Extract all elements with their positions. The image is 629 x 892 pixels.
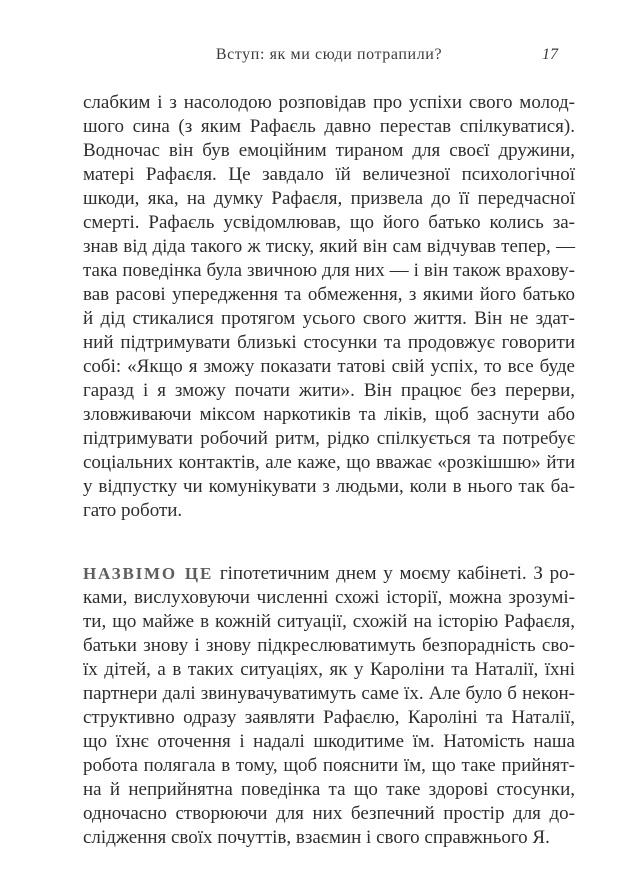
page-number: 17 [542, 46, 558, 63]
text-line: структивно одразу заявляти Рафаєлю, Кароліні та Наталії, [83, 707, 575, 728]
text-line: вав расові упередження та обмеження, з якими його батько [83, 284, 575, 305]
text-line: соціальних контактів, але каже, що вважає «розкішшю» йти [83, 452, 575, 473]
text-line: ти, що майже в кожній ситуації, схожій на історію Рафаєля, [83, 611, 575, 632]
text-line: у відпустку чи комунікувати з людьми, коли в нього так ба- [83, 476, 575, 497]
text-line [83, 562, 575, 586]
paragraph [83, 91, 575, 523]
text-line: на й неприйнятна поведінка та що таке здорові стосунки, [83, 779, 575, 800]
text-line: собі: «Якщо я зможу показати татові свій успіх, то все буде [83, 356, 575, 377]
section-leadin: НАЗВІМО ЦЕ [83, 564, 214, 583]
text-line: Водночас він був емоційним тираном для своєї дружини, [83, 140, 575, 161]
text-line: ками, вислуховуючи численні схожі історії, можна зрозумі- [83, 587, 575, 608]
text-line: гато роботи. [83, 500, 183, 521]
paragraph [83, 562, 575, 850]
text-line: слідження своїх почуттів, взаємин і свого справжнього Я. [83, 827, 550, 848]
text-line: ний підтримувати близькі стосунки та продовжує говорити [83, 332, 575, 353]
text-line: й дід стикалися протягом усього свого життя. Він не здат- [83, 308, 575, 329]
text-line: така поведінка була звичною для них — і він також врахову- [83, 260, 575, 281]
text-line: смерті. Рафаєль усвідомлював, що його батько колись за- [83, 212, 575, 233]
text-line: одночасно створюючи для них безпечний простір для до- [83, 803, 575, 824]
text-line: слабким і з насолодою розповідав про успіхи свого молод- [83, 92, 575, 113]
running-head [83, 46, 575, 68]
body-text [83, 91, 575, 850]
text-line: підтримувати робочий ритм, рідко спілкується та потребує [83, 428, 575, 449]
text-span: гіпотетичним днем у моєму кабінеті. З ро- [213, 563, 575, 584]
text-line: їх дітей, а в таких ситуаціях, як у Кароліни та Наталії, їхні [83, 659, 575, 680]
text-line: партнери далі звинувачуватимуть саме їх. Але було б некон- [83, 683, 575, 704]
text-line: гаразд і я зможу почати жити». Він працює без перерви, [83, 380, 575, 401]
text-line: зловживаючи міксом наркотиків та ліків, щоб заснути або [83, 404, 575, 425]
text-line: що їхнє оточення і надалі шкодитиме їм. Натомість наша [83, 731, 575, 752]
chapter-title: Вступ: як ми сюди потрапили? [215, 46, 443, 63]
text-line: батьки знову і знову підкреслюватимуть безпорадність сво- [83, 635, 575, 656]
text-line: шкоди, яка, на думку Рафаєля, призвела до її передчасної [83, 188, 575, 209]
text-line: шого сина (з яким Рафаєль давно перестав спілкуватися). [83, 116, 575, 137]
text-line: знав від діда такого ж тиску, який він сам відчував тепер, — [83, 236, 575, 257]
text-line: робота полягала в тому, щоб пояснити їм, що таке прийнят- [83, 755, 575, 776]
text-line: матері Рафаєля. Це завдало їй величезної психологічної [83, 164, 575, 185]
